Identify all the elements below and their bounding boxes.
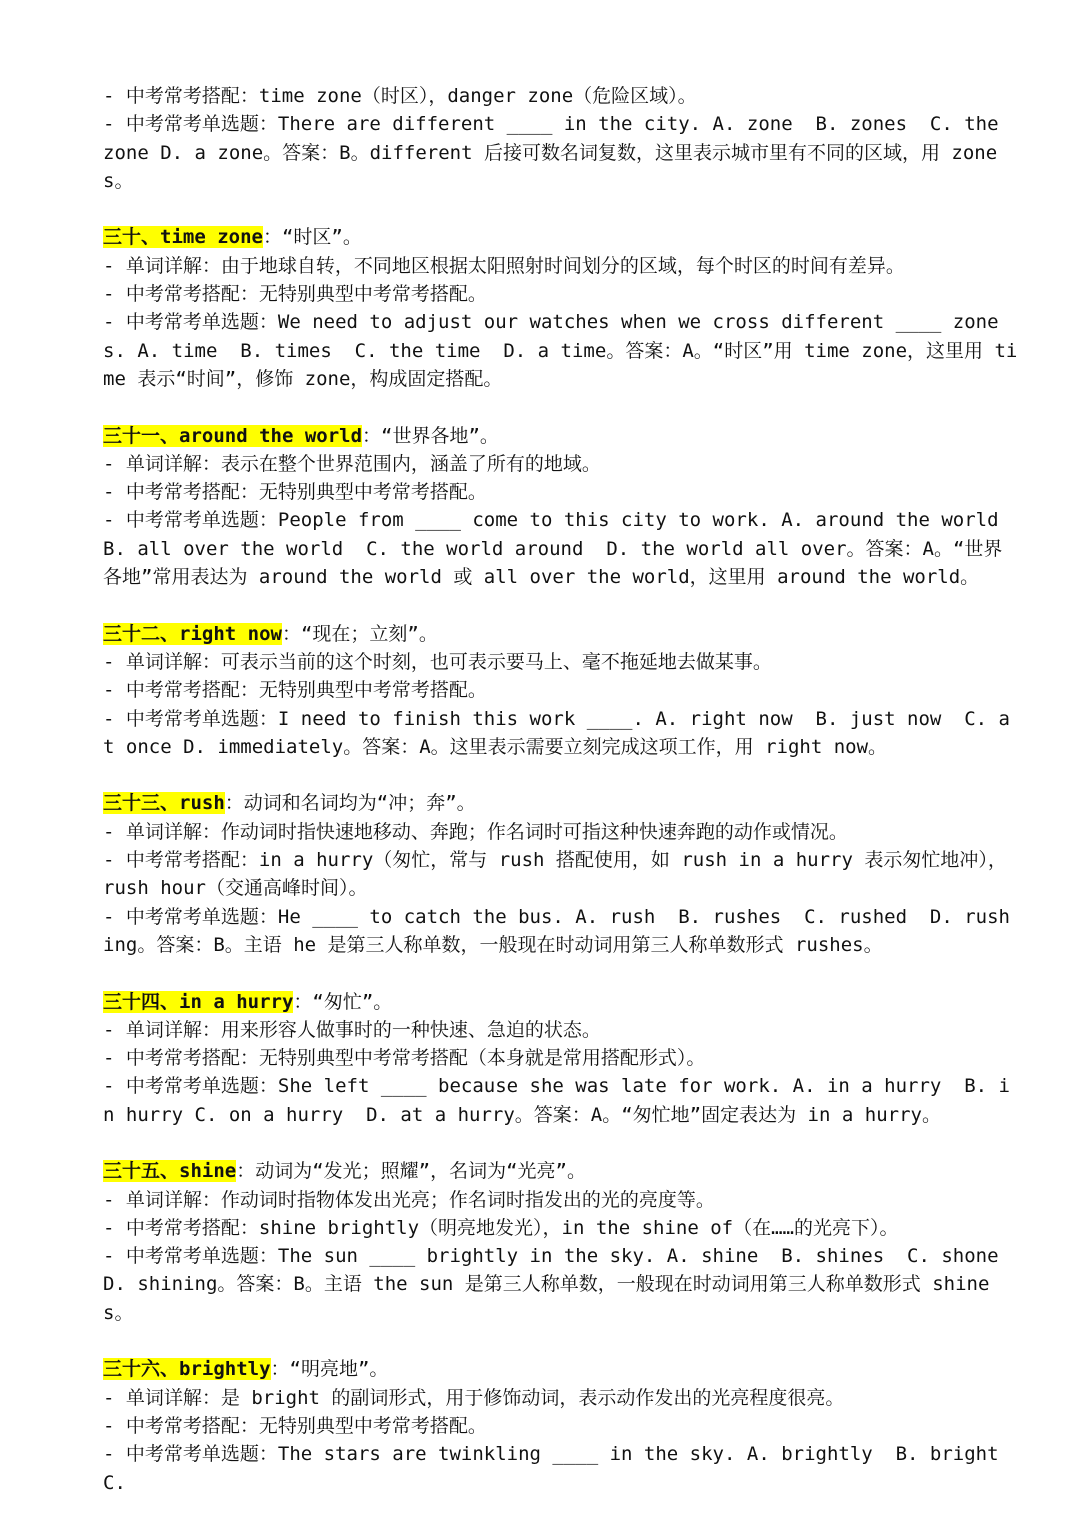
intro-question-line: - 中考常考单选题：There are different ____ in the city. A. zone B. zones C. the zone D. a zone。答案：B。different 后接可数名词复数，这里表示城市里有不同的区域，用 zones。 [103,113,1010,192]
entry-detail: - 单词详解：用来形容人做事时的一种快速、急迫的状态。 [103,1018,601,1041]
section-gap [103,959,1018,987]
entry-gloss: ：动词和名词均为“冲；奔”。 [224,792,476,815]
entry-in-a-hurry [103,988,1018,1129]
entry-time-zone [103,223,1018,393]
document-body [103,82,1022,1497]
entry-headword: 三十五、shine [103,1160,237,1183]
entry-question: - 中考常考单选题：The stars are twinkling ____ in the sky. A. brightly B. bright C. [103,1443,1022,1494]
entry-question: - 中考常考单选题：I need to finish this work ____. A. right now B. just now C. at once D. immediately。答案：A。这里表示需要立刻完成这项工作，用 right now。 [103,707,1010,758]
entry-heading [103,422,1018,450]
entry-question: - 中考常考单选题：He ____ to catch the bus. A. rush B. rushes C. rushed D. rushing。答案：B。主语 he 是第三人称单数，一般现在时动词用第三人称单数形式 rushes。 [103,905,1010,956]
entry-headword: 三十三、rush [103,792,225,815]
entry-question: - 中考常考单选题：We need to adjust our watches when we cross different ____ zones. A. time B. times C. the time D. a time。答案：A。“时区”用 time zone，这里用 time 表示“时间”，修饰 zone，构成固定搭配。 [103,311,1018,390]
section-gap [103,393,1018,421]
entry-gloss: ：“时区”。 [262,226,362,249]
entry-brightly [103,1355,1022,1496]
entry-headword: 三十四、in a hurry [103,990,294,1013]
entry-shine [103,1157,1022,1327]
section-gap [103,195,1018,223]
entry-detail: - 单词详解：是 bright 的副词形式，用于修饰动词，表示动作发出的光亮程度很亮。 [103,1386,845,1409]
entry-heading [103,789,1018,817]
entry-question: - 中考常考单选题：She left ____ because she was late for work. A. in a hurry B. in hurry C. on a hurry D. at a hurry。答案：A。“匆忙地”固定表达为 in a hurry。 [103,1075,1010,1126]
entry-headword: 三十一、around the world [103,424,363,447]
entry-collocation: - 中考常考搭配：in a hurry（匆忙，常与 rush 搭配使用，如 rush in a hurry 表示匆忙地冲），rush hour（交通高峰时间）。 [103,849,1007,900]
entry-around-the-world [103,422,1022,592]
entry-detail: - 单词详解：表示在整个世界范围内，涵盖了所有的地域。 [103,452,601,475]
entry-right-now [103,620,1018,761]
entry-gloss: ：动词为“发光；照耀”，名词为“光亮”。 [236,1160,586,1183]
entry-rush [103,789,1018,959]
entry-gloss: ：“明亮地”。 [270,1358,389,1381]
entry-heading [103,1157,1018,1185]
entry-detail: - 单词详解：作动词时指快速地移动、奔跑；作名词时可指这种快速奔跑的动作或情况。 [103,820,848,843]
entry-heading [103,223,1018,251]
entry-collocation: - 中考常考搭配：无特别典型中考常考搭配。 [103,679,487,702]
entry-detail: - 单词详解：由于地球自转，不同地区根据太阳照射时间划分的区域，每个时区的时间有差异。 [103,254,905,277]
entry-collocation: - 中考常考搭配：无特别典型中考常考搭配。 [103,481,487,504]
entry-headword: 三十六、brightly [103,1358,271,1381]
entry-gloss: ：“现在；立刻”。 [281,622,438,645]
entry-gloss: ：“世界各地”。 [362,424,499,447]
entry-detail: - 单词详解：可表示当前的这个时刻，也可表示要马上、毫不拖延地去做某事。 [103,650,772,673]
entry-heading [103,620,1018,648]
entry-collocation: - 中考常考搭配：无特别典型中考常考搭配。 [103,283,487,306]
entry-question: - 中考常考单选题：People from ____ come to this city to work. A. around the world B. all over the world C. the world around D. the world all over。答案：A。“世界各地”常用表达为 around the world 或 all over the world，这里用 around the world。 [103,509,1022,589]
entry-question: - 中考常考单选题：The sun ____ brightly in the sky. A. shine B. shines C. shone D. shining。答案：B。主语 the sun 是第三人称单数，一般现在时动词用第三人称单数形式 shines。 [103,1245,1022,1324]
entry-collocation: - 中考常考搭配：无特别典型中考常考搭配（本身就是常用搭配形式）。 [103,1047,706,1070]
section-gap [103,1327,1018,1355]
section-gap [103,761,1018,789]
entry-headword: 三十、time zone [103,226,263,249]
section-gap [103,1129,1018,1157]
entry-detail: - 单词详解：作动词时指物体发出光亮；作名词时指发出的光的亮度等。 [103,1188,715,1211]
section-gap [103,591,1018,619]
entry-headword: 三十二、right now [103,622,282,645]
intro-collocation-line: - 中考常考搭配：time zone（时区），danger zone（危险区域）。 [103,85,697,107]
entry-heading [103,1355,1018,1383]
entry-collocation: - 中考常考搭配：无特别典型中考常考搭配。 [103,1414,487,1437]
entry-heading [103,988,1018,1016]
entry-collocation: - 中考常考搭配：shine brightly（明亮地发光），in the shine of（在……的光亮下）。 [103,1216,899,1239]
entry-gloss: ：“匆忙”。 [293,990,393,1013]
